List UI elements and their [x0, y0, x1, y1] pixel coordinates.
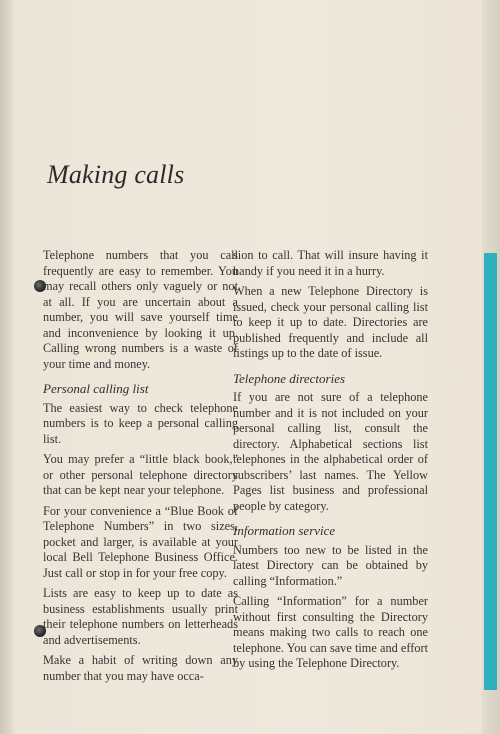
paragraph: Numbers too new to be listed in the latest Directory can be obtained by calling “Information.”	[233, 542, 428, 588]
binding-shadow	[0, 0, 14, 734]
paragraph: You may prefer a “little black book,” or other personal telephone directory that can be kept near your telephone.	[43, 452, 238, 497]
paragraph-continued: sion to call. That will insure having it handy if you need it in a hurry.	[233, 248, 428, 278]
section-heading-telephone-directories: Telephone directories	[233, 370, 346, 386]
right-column	[233, 248, 428, 677]
section-heading-personal-calling-list: Personal calling list	[43, 381, 149, 396]
section-tab-marker	[484, 253, 497, 690]
paragraph: If you are not sure of a telephone number and it is not included on your personal calling list, consult the directory. Alphabetical sections list telephones in the alphabetical order of subscribers’ last names. The Yellow Pages list business and professional people by category.	[233, 390, 428, 513]
paragraph: When a new Telephone Directory is issued, check your personal calling list to keep it up to date. Directories are published frequently and include all listings up to the date of issue.	[233, 284, 428, 360]
paragraph: For your convenience a “Blue Book of Telephone Numbers” in two sizes, pocket and larger, is available at your local Bell Telephone Business Office. Just call or stop in for your free copy.	[43, 503, 238, 580]
intro-paragraph: Telephone numbers that you call frequently are easy to remember. You may recall others only vaguely or not at all. If you are uncertain about a number, you will save yourself time and inconvenience by looking it up. Calling wrong numbers is a waste of your time and money.	[43, 248, 238, 371]
paragraph: The easiest way to check telephone numbers is to keep a personal calling list.	[43, 400, 238, 446]
left-column	[43, 248, 238, 689]
paragraph: Calling “Information” for a number without first consulting the Directory means making two calls to reach one telephone. You can save time and effort by using the Telephone Directory.	[233, 594, 428, 670]
page-title: Making calls	[47, 160, 185, 189]
paragraph: Lists are easy to keep up to date as business establishments usually print their telephone numbers on letterheads and advertisements.	[43, 586, 238, 647]
paragraph: Make a habit of writing down any number that you may have occa-	[43, 653, 238, 683]
section-heading-information-service: Information service	[233, 523, 336, 538]
